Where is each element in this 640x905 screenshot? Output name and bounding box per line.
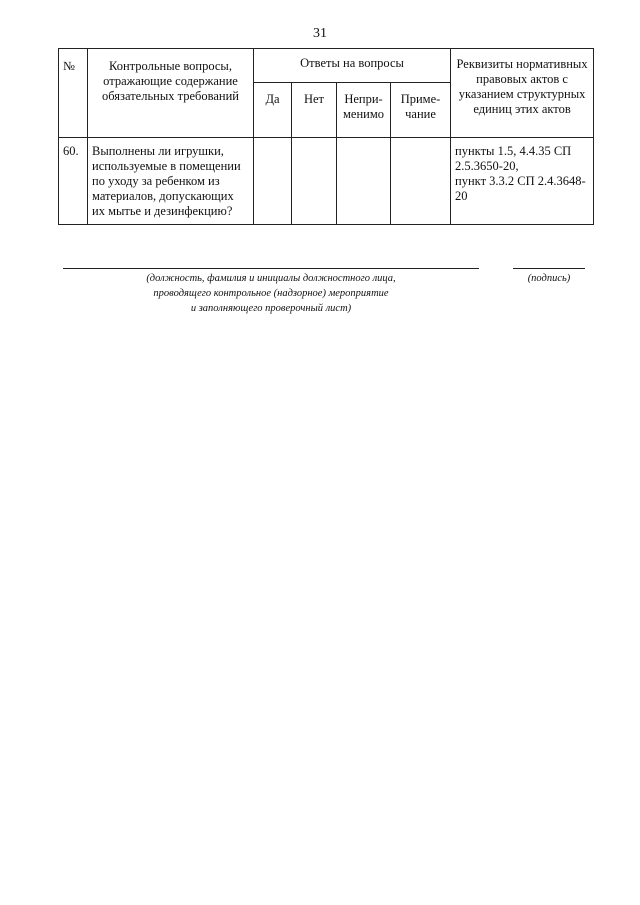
header-no: Нет (292, 83, 337, 138)
official-caption-line1: (должность, фамилия и инициалы должностного лица, (146, 273, 396, 284)
signature-caption: (подпись) (527, 273, 571, 284)
row-requisites-line2: пункт 3.3.2 СП 2.4.3648-20 (455, 174, 586, 203)
row-question: Выполнены ли игрушки, используемые в помещении по уходу за ребенком из материалов, допускающих их мытье и дезинфекцию? (88, 138, 254, 225)
header-answers: Ответы на вопросы (254, 49, 451, 83)
row-num: 60. (59, 138, 88, 225)
header-num: № (59, 49, 88, 138)
row-answer-yes[interactable] (254, 138, 292, 225)
signature-line (513, 268, 585, 269)
checklist-table (58, 48, 594, 225)
official-signature-line (63, 268, 479, 269)
header-not-applicable-line1: Непри- (344, 92, 383, 106)
row-answer-note[interactable] (391, 138, 451, 225)
header-not-applicable (337, 83, 391, 138)
official-caption (63, 271, 479, 316)
row-answer-not-applicable[interactable] (337, 138, 391, 225)
header-note-line2: чание (405, 107, 436, 121)
table-row (59, 138, 594, 225)
header-yes: Да (254, 83, 292, 138)
row-requisites (451, 138, 594, 225)
row-answer-no[interactable] (292, 138, 337, 225)
official-caption-line2: проводящего контрольное (надзорное) мероприятие (153, 288, 389, 299)
header-note-line1: Приме- (400, 92, 441, 106)
header-note (391, 83, 451, 138)
header-questions: Контрольные вопросы, отражающие содержание обязательных требований (88, 49, 254, 138)
header-requisites: Реквизиты нормативных правовых актов с указанием структурных единиц этих актов (451, 49, 594, 138)
row-requisites-line1: пункты 1.5, 4.4.35 СП 2.5.3650-20, (455, 144, 572, 173)
header-not-applicable-line2: менимо (343, 107, 384, 121)
official-caption-line3: и заполняющего проверочный лист) (190, 303, 352, 314)
page-number: 31 (313, 26, 327, 41)
header-row-top (59, 49, 594, 83)
